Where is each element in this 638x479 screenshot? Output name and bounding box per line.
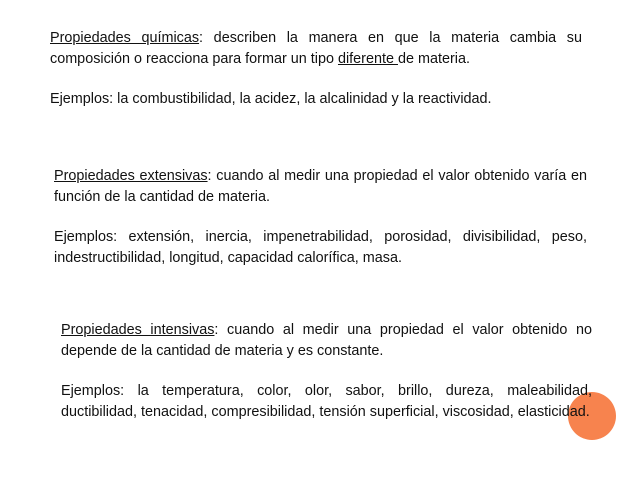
extensive-properties-text: : cuando al medir una propiedad el valor obtenido varía en función de la cantidad de materia. <box>54 168 587 205</box>
intensive-properties-block <box>61 320 592 423</box>
chemical-properties-block <box>50 28 582 110</box>
chemical-properties-text-a: : describen la manera en que la materia cambia su composición o reacciona para formar un tipo <box>50 30 583 67</box>
chemical-properties-text-b: de materia. <box>397 51 470 67</box>
intensive-properties-examples: Ejemplos: la temperatura, color, olor, sabor, brillo, dureza, maleabilidad, ductibilidad, tenacidad, compresibilidad, tensión superficial, viscosidad, elasticidad. <box>61 383 592 420</box>
chemical-properties-definition <box>50 28 582 70</box>
intensive-properties-term: Propiedades intensivas <box>61 322 215 338</box>
extensive-properties-block <box>54 166 587 269</box>
extensive-properties-term: Propiedades extensivas <box>54 168 208 184</box>
chemical-properties-term: Propiedades químicas <box>50 30 200 46</box>
intensive-properties-definition <box>61 320 592 362</box>
intensive-properties-text: : cuando al medir una propiedad el valor obtenido no depende de la cantidad de materia y es constante. <box>61 322 592 359</box>
chemical-properties-examples: Ejemplos: la combustibilidad, la acidez, la alcalinidad y la reactividad. <box>50 91 492 107</box>
extensive-properties-examples: Ejemplos: extensión, inercia, impenetrabilidad, porosidad, divisibilidad, peso, indestructibilidad, longitud, capacidad calorífica, masa. <box>54 229 587 266</box>
chemical-properties-underlined-word: diferente <box>337 51 398 67</box>
extensive-properties-definition <box>54 166 587 208</box>
